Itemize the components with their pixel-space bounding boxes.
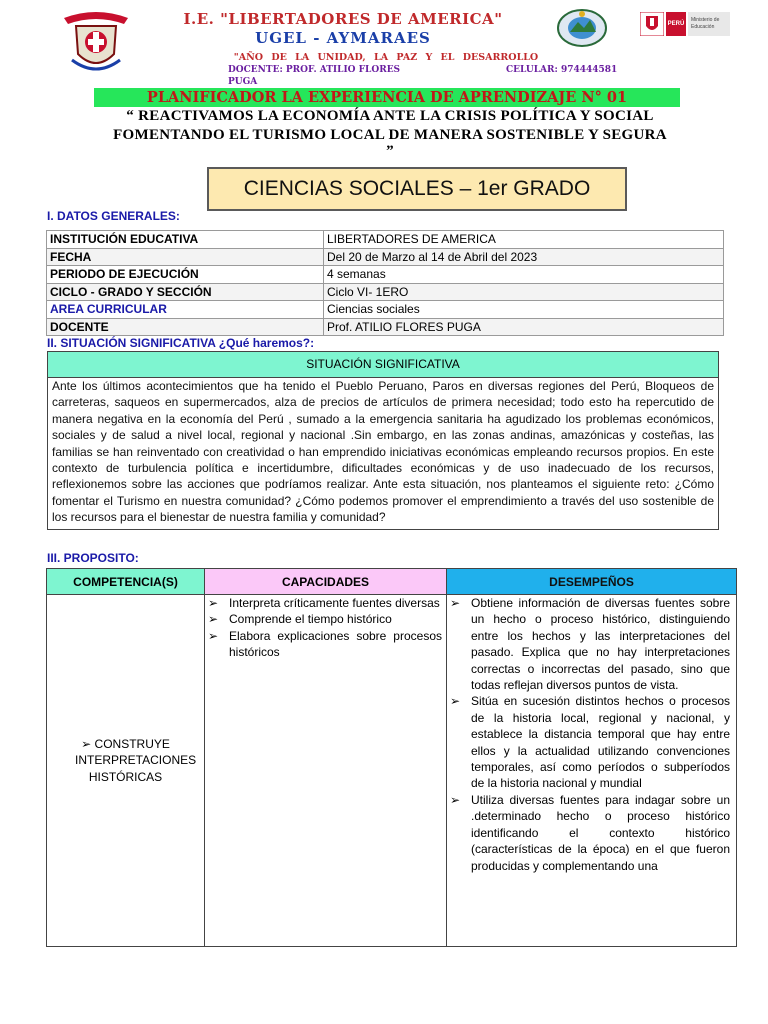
row-value: Ciencias sociales: [324, 301, 724, 319]
row-value: Prof. ATILIO FLORES PUGA: [324, 318, 724, 336]
table-row: [47, 283, 724, 301]
column-header-capacidades: CAPACIDADES: [205, 569, 447, 595]
capacidad-text: Elabora explicaciones sobre procesos históricos: [229, 628, 442, 660]
row-value: LIBERTADORES DE AMERICA: [324, 231, 724, 249]
arrow-bullet-icon: ➢: [450, 694, 461, 709]
purpose-table: [46, 568, 737, 947]
table-row: [47, 266, 724, 284]
desempeno-text: Utiliza diversas fuentes para indagar sobre un .determinado hecho o proceso histórico identificando el contexto histórico (características de la época) en el que fueron producidas y complementando una: [471, 792, 730, 873]
section-heading-datos: I. DATOS GENERALES:: [47, 209, 180, 223]
table-row: [47, 318, 724, 336]
document-header: [0, 0, 768, 87]
list-item: [205, 628, 446, 661]
planner-title: PLANIFICADOR LA EXPERIENCIA DE APRENDIZAJE N° 01: [94, 88, 680, 107]
ministry-name: Ministerio de Educación: [688, 12, 730, 36]
ministry-logo: [640, 12, 730, 40]
row-value: Ciclo VI- 1ERO: [324, 283, 724, 301]
experience-theme: [50, 107, 730, 157]
arrow-bullet-icon: ➢: [208, 612, 219, 627]
situation-text: Ante los últimos acontecimientos que ha tenido el Pueblo Peruano, Paros en diversas regiones del Perú, Bloqueos de carreteras, saqueos en supermercados, alza de precios de artículos de primera necesidad; todo esto ha repercutido de manera negativa en la economía del Perú , sumado a la emergencia sanitaria ha agudizado los problemas económicos, sociales y de salud a nivel local, regional y nacional .Sin embargo, en las zonas andinas, amazónicas y costeñas, las familias se han reinventado con creatividad o han emprendido iniciativas económicas empleando recursos propios. En este contexto de turbulencia política e incertidumbre, dificultades económicas y de uso inadecuado de los recursos, reflexionemos sobre las acciones que podríamos realizar. Ante esta situación, nos planteamos el siguiente reto: ¿Cómo fomentar el Turismo en nuestra comunidad? ¿Cómo podemos promover el emprendimiento a través del uso sostenible de los recursos para el bienestar de nuestra familia y comunidad?: [47, 378, 719, 530]
desempenos-cell: [447, 595, 737, 947]
regional-crest-icon: [556, 8, 608, 48]
desempeno-text: Obtiene información de diversas fuentes sobre un hecho o proceso histórico, distinguiendo entre los hechos y las interpretaciones del pasado. Explica que no hay interpretaciones correctas o incorrectas del pasado, sino que todas reflejan diversos puntos de vista.: [471, 596, 730, 693]
list-item: [447, 595, 736, 693]
arrow-bullet-icon: ➢: [81, 736, 92, 751]
theme-line: ”: [386, 143, 394, 159]
phone-line: CELULAR: 974444581: [506, 65, 618, 75]
theme-line: “ REACTIVAMOS LA ECONOMÍA ANTE LA CRISIS POLÍTICA Y SOCIAL: [126, 108, 654, 124]
row-label: PERIODO DE EJECUCIÓN: [47, 266, 324, 284]
table-header-row: [47, 569, 737, 595]
capacidades-list: [205, 595, 446, 661]
peru-shield-icon: [640, 12, 664, 36]
row-label: AREA CURRICULAR: [47, 301, 324, 319]
column-header-desempenos: DESEMPEÑOS: [447, 569, 737, 595]
list-item: [447, 792, 736, 874]
school-emblem-icon: [62, 8, 130, 78]
general-data-table: [46, 230, 724, 336]
institution-title: I.E. "LIBERTADORES DE AMERICA": [183, 10, 503, 28]
table-row: [47, 231, 724, 249]
table-row: [47, 248, 724, 266]
ugel-title: UGEL - AYMARAES: [255, 29, 431, 47]
situation-table-header: SITUACIÓN SIGNIFICATIVA: [47, 351, 719, 378]
arrow-bullet-icon: ➢: [450, 792, 461, 807]
arrow-bullet-icon: ➢: [450, 596, 461, 610]
table-row: [47, 301, 724, 319]
subject-grade-box: CIENCIAS SOCIALES – 1er GRADO: [207, 167, 627, 211]
table-row: [47, 595, 737, 947]
capacidades-cell: [205, 595, 447, 947]
row-label: FECHA: [47, 248, 324, 266]
list-item: [447, 693, 736, 791]
capacidad-text: Comprende el tiempo histórico: [229, 612, 392, 627]
year-motto: "AÑO DE LA UNIDAD, LA PAZ Y EL DESARROLLO: [233, 52, 539, 63]
row-label: DOCENTE: [47, 318, 324, 336]
row-label: INSTITUCIÓN EDUCATIVA: [47, 231, 324, 249]
list-item: [205, 611, 446, 627]
list-item: [205, 595, 446, 611]
desempeno-text: Sitúa en sucesión distintos hechos o procesos de la historia local, regional y nacional, y establece la distancia temporal que hay entre ellos y la actualidad utilizando convenciones temporales, así como períodos o subperíodos de la historia nacional y mundial: [471, 694, 730, 791]
competencia-name: CONSTRUYE INTERPRETACIONES HISTÓRICAS: [75, 736, 197, 784]
section-heading-situacion: II. SITUACIÓN SIGNIFICATIVA ¿Qué haremos?:: [47, 336, 315, 350]
arrow-bullet-icon: ➢: [208, 628, 219, 643]
column-header-competencia: COMPETENCIA(S): [47, 569, 205, 595]
capacidad-text: Interpreta críticamente fuentes diversas: [229, 596, 440, 610]
competencia-cell: [47, 595, 205, 947]
ministry-country: PERÚ: [666, 12, 686, 36]
desempenos-list: [447, 595, 736, 874]
arrow-bullet-icon: ➢: [208, 596, 219, 610]
section-heading-proposito: III. PROPOSITO:: [47, 551, 139, 565]
row-value: Del 20 de Marzo al 14 de Abril del 2023: [324, 248, 724, 266]
teacher-line: DOCENTE: PROF. ATILIO FLORES PUGA: [228, 65, 401, 87]
row-value: 4 semanas: [324, 266, 724, 284]
theme-line: FOMENTANDO EL TURISMO LOCAL DE MANERA SOSTENIBLE Y SEGURA: [113, 127, 667, 143]
row-label: CICLO - GRADO Y SECCIÓN: [47, 283, 324, 301]
